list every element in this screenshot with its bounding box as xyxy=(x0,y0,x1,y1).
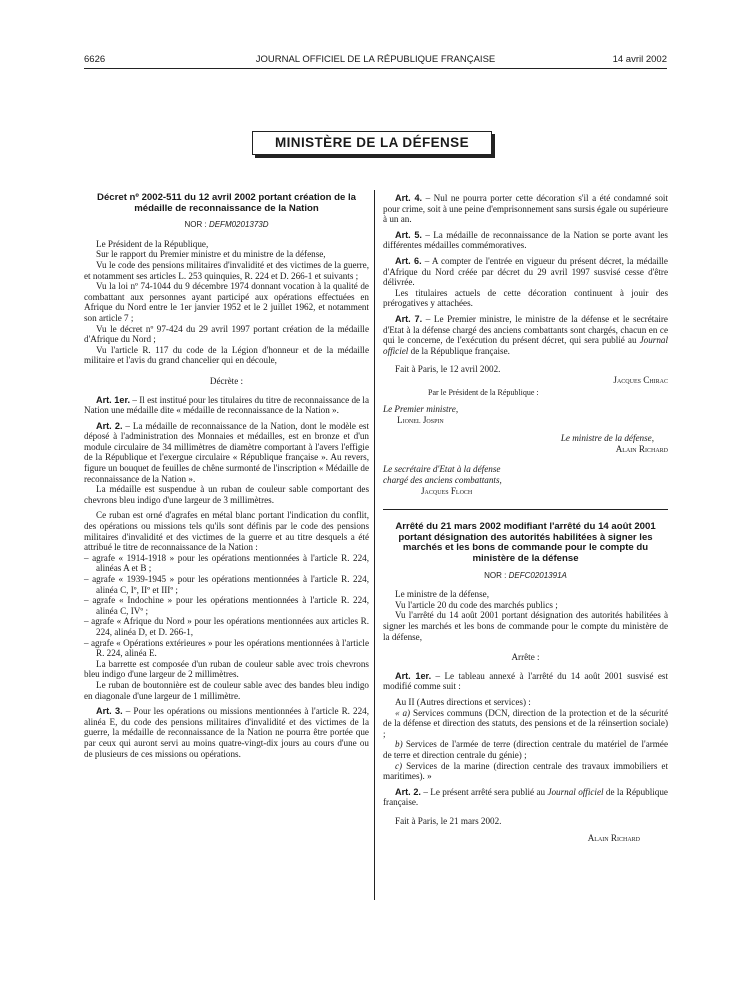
arrete-heading: Arrête : xyxy=(511,652,540,663)
left-column xyxy=(84,193,369,759)
list-item: – agrafe « Indochine » pour les opérations mentionnées à l'article R. 224, alinéa C, IVº ; xyxy=(84,595,369,616)
decret-article-3: Art. 3. – Pour les opérations ou missions mentionnées à l'article R. 224, alinéa E, du code des pensions militaires d'invalidité et des victimes de la guerre, la médaille de reconnaissance de la Nation ne pourra être portée que par ceux qui auront servi au moins quatre-vingt-dix jours au cours d'une ou de plusieurs de ces missions ou opérations. xyxy=(84,706,369,759)
arrete-article-2: Art. 2. – Le présent arrêté sera publié au Journal officiel de la République française. xyxy=(383,786,668,808)
arrete-nor: NOR : DEFC0201391A xyxy=(484,570,567,580)
visa-1: Sur le rapport du Premier ministre et du ministre de la défense, xyxy=(96,249,326,260)
arrete-signer: Alain Richard xyxy=(587,832,640,843)
decret-article-5: Art. 5. – La médaille de reconnaissance de la Nation se porte avant les différentes médailles commémoratives. xyxy=(383,229,668,251)
visa-3: Vu la loi nº 74-1044 du 9 décembre 1974 donnant vocation à la qualité de combattant aux personnes ayant participé aux opérations effectuées en Afrique du Nord entre le 1er janvier 1952 et le 2 juillet 1962, et notamment son article 7 ; xyxy=(84,281,369,323)
decret-article-2-boutonniere: Le ruban de boutonnière est de couleur sable avec des bandes bleu indigo en diagonale d'une largeur de 1 millimètre. xyxy=(84,679,369,701)
decret-done: Fait à Paris, le 12 avril 2002. xyxy=(395,364,501,375)
decret-article-2-ruban: La médaille est suspendue à un ruban de couleur sable comportant des chevrons bleu indigo d'une largeur de 3 millimètres. xyxy=(84,484,369,505)
section-divider xyxy=(383,509,668,510)
arrete-article-1: Art. 1er. – Le tableau annexé à l'arrêté du 14 août 2001 susvisé est modifié comme suit : xyxy=(383,670,668,692)
arrete-item-c: c) Services de la marine (direction centrale des travaux immobiliers et maritimes). » xyxy=(383,760,668,782)
par-le-president: Par le Président de la République : xyxy=(428,387,539,397)
visa-5: Vu l'article R. 117 du code de la Légion d'honneur et de la médaille militaire et l'avis du grand chancelier qui en découle, xyxy=(84,344,369,366)
decret-article-4: Art. 4. – Nul ne pourra porter cette décoration s'il a été condamné soit pour crime, soit à une peine d'emprisonnement sans sursis égale ou supérieure à un an. xyxy=(383,193,668,225)
decret-article-7: Art. 7. – Le Premier ministre, le ministre de la défense et le secrétaire d'Etat à la défense chargé des anciens combattants sont chargés, chacun en ce qui le concerne, de l'exécution du présent décret, qui sera publié au Journal officiel de la République française. xyxy=(383,313,668,356)
page-header xyxy=(84,54,667,68)
pm-name: Lionel Jospin xyxy=(397,414,444,425)
def-name: Alain Richard xyxy=(615,443,668,454)
decret-nor: NOR : DEFM0201373D xyxy=(184,220,269,230)
decret-title: Décret nº 2002-511 du 12 avril 2002 portant création de la médaille de reconnaissance de la Nation xyxy=(97,192,356,214)
arrete-done: Fait à Paris, le 21 mars 2002. xyxy=(395,815,502,826)
list-item: – agrafe « Opérations extérieures » pour les opérations mentionnées à l'article R. 224, alinéa E. xyxy=(84,638,369,659)
decret-article-2-barrette: La barrette est composée d'un ruban de couleur sable avec trois chevrons bleu indigo d'une largeur de 2 millimètres. xyxy=(84,658,369,680)
pm-title: Le Premier ministre, xyxy=(383,404,459,415)
ministry-heading: MINISTÈRE DE LA DÉFENSE xyxy=(252,131,492,155)
def-title: Le ministre de la défense, xyxy=(560,433,654,444)
right-column xyxy=(383,193,668,843)
decret-article-6: Art. 6. – A compter de l'entrée en vigueur du présent décret, la médaille d'Afrique du Nord créée par décret du 29 avril 1997 susvisé cesse d'être délivrée. xyxy=(383,255,668,288)
decret-article-1: Art. 1er. – Il est institué pour les titulaires du titre de reconnaissance de la Nation une médaille dite « médaille de reconnaissance de la Nation ». xyxy=(84,394,369,416)
visa-4: Vu le décret nº 97-424 du 29 avril 1997 portant création de la médaille d'Afrique du Nord ; xyxy=(84,323,369,345)
list-item: – agrafe « 1939-1945 » pour les opérations mentionnées à l'article R. 224, alinéa C, Iº, IIº et IIIº ; xyxy=(84,574,369,595)
column-divider xyxy=(374,190,375,900)
se-name: Jacques Floch xyxy=(421,485,473,496)
se-title-1: Le secrétaire d'Etat à la défense xyxy=(383,464,501,475)
list-item: – agrafe « 1914-1918 » pour les opérations mentionnées à l'article R. 224, alinéas A et B ; xyxy=(84,553,369,574)
issue-date: 14 avril 2002 xyxy=(612,54,667,65)
header-rule xyxy=(84,68,667,69)
signer-president: Jacques Chirac xyxy=(613,374,668,385)
decret-nor-code: DEFM0201373D xyxy=(208,220,269,230)
arrete-nor-code: DEFC0201391A xyxy=(508,570,567,580)
list-item: – agrafe « Afrique du Nord » pour les opérations mentionnées aux articles R. 224, alinéa D, et D. 266-1, xyxy=(84,616,369,637)
journal-title: JOURNAL OFFICIEL DE LA RÉPUBLIQUE FRANÇAISE xyxy=(255,54,496,65)
arrete-visa-0: Le ministre de la défense, xyxy=(395,589,489,600)
page-number: 6626 xyxy=(84,54,106,65)
arrete-visa-2: Vu l'arrêté du 14 août 2001 portant désignation des autorités habilitées à signer les marchés et les bons de commande pour le compte du ministère de la défense, xyxy=(383,610,668,642)
arrete-item-a: « a) Services communs (DCN, direction de la protection et de la sécurité de la défense et direction des statuts, des pensions et de la réinsertion sociale) ; xyxy=(383,707,668,739)
se-title-2: chargé des anciens combattants, xyxy=(383,475,502,486)
decret-article-2: Art. 2. – La médaille de reconnaissance de la Nation, dont le modèle est déposé à l'administration des Monnaies et médailles, est en bronze et d'un module circulaire de 34 millimètres de diamètre comportant à l'avers l'effigie de la République et l'exergue circulaire « République française ». Au revers, figure un bouquet de feuilles de chêne surmonté de l'inscription « Médaille de reconnaissance de la Nation ». xyxy=(84,420,369,484)
arrete-item-b: b) Services de l'armée de terre (direction centrale du matériel de l'armée de terre et direction centrale du génie) ; xyxy=(383,739,668,760)
decret-article-2-agrafes-intro: Ce ruban est orné d'agrafes en métal blanc portant l'indication du conflit, des opérations ou missions tels qu'ils sont définis par le code des pensions militaires d'invalidité et des victimes de la guerre et au titre desquels a été attribué le titre de reconnaissance de la Nation : xyxy=(84,510,369,553)
decret-article-6-b: Les titulaires actuels de cette décoration continuent à jouir des prérogatives y attachées. xyxy=(383,287,668,309)
arrete-visa-1: Vu l'article 20 du code des marchés publics ; xyxy=(395,599,558,610)
arrete-au-ii: Au II (Autres directions et services) : xyxy=(395,696,531,707)
visa-2: Vu le code des pensions militaires d'invalidité et des victimes de la guerre, et notamment ses articles L. 253 quinquies, R. 224 et D. 266-1 et suivants ; xyxy=(84,259,369,281)
arrete-title: Arrêté du 21 mars 2002 modifiant l'arrêté du 14 août 2001 portant désignation des autorités habilitées à signer les marchés et les bons de commande pour le compte du ministère de la défense xyxy=(395,521,656,565)
decrete-heading: Décrète : xyxy=(209,375,244,386)
visa-0: Le Président de la République, xyxy=(96,238,209,249)
agrafes-list xyxy=(84,553,369,659)
